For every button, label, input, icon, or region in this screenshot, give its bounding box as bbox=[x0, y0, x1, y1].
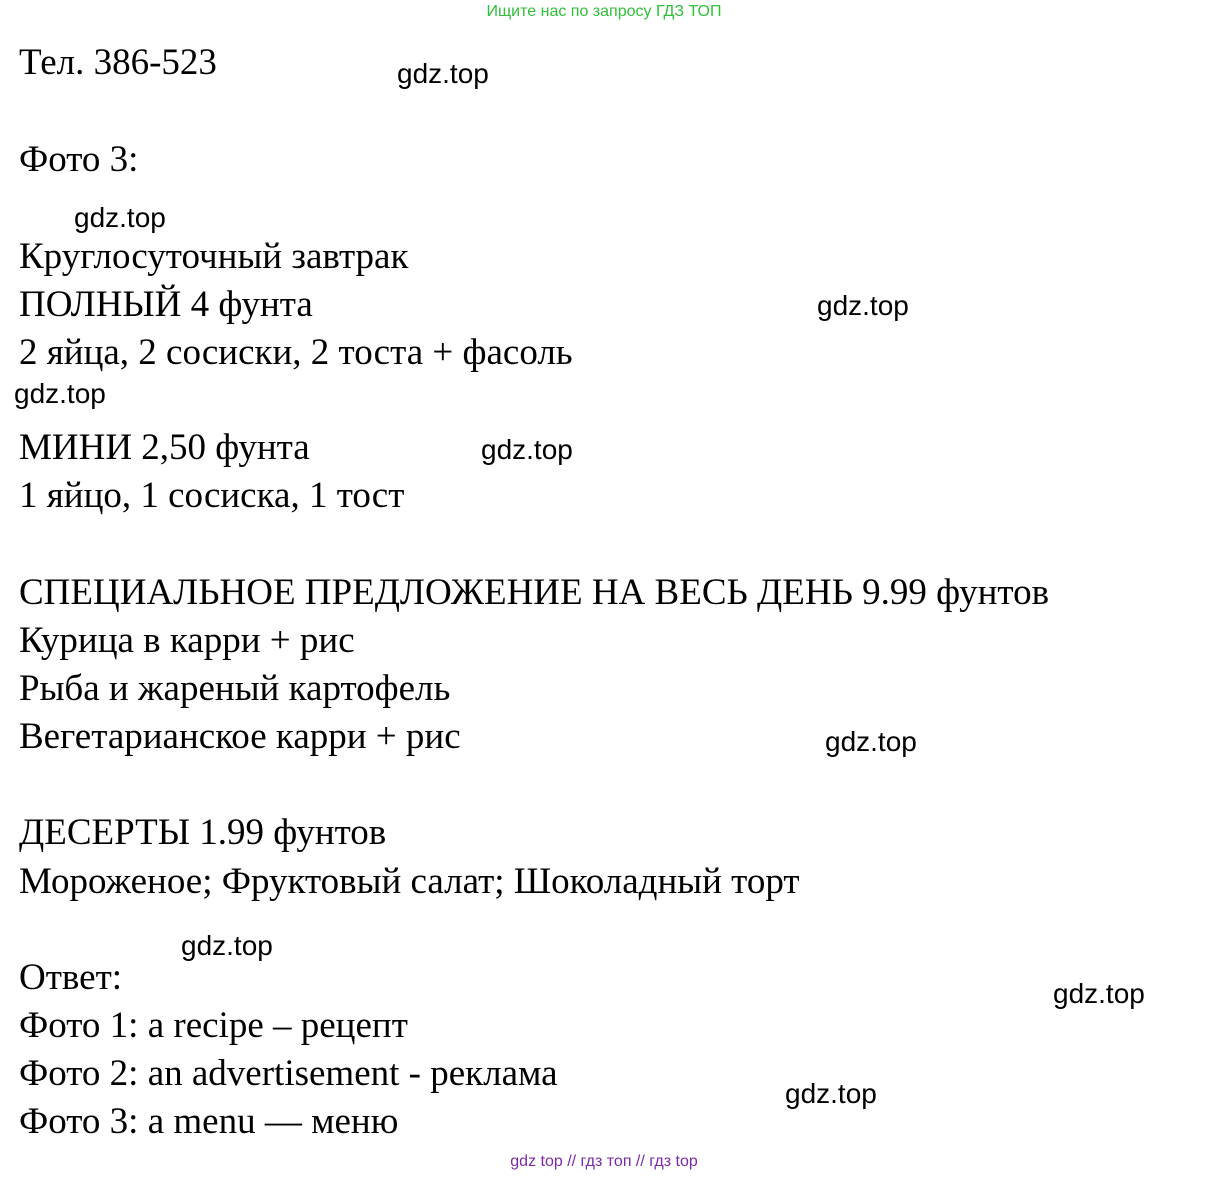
answer-line: Фото 1: a recipe – рецепт bbox=[19, 1005, 408, 1046]
mini-breakfast-items: 1 яйцо, 1 сосиска, 1 тост bbox=[19, 475, 405, 516]
desserts-title: ДЕСЕРТЫ 1.99 фунтов bbox=[19, 812, 387, 853]
watermark: gdz.top bbox=[14, 378, 106, 409]
watermark: gdz.top bbox=[74, 202, 166, 233]
mini-breakfast-line: МИНИ 2,50 фунта bbox=[19, 427, 310, 468]
answer-line: Фото 3: a menu — меню bbox=[19, 1101, 399, 1142]
answer-line: Фото 2: an advertisement - реклама bbox=[19, 1053, 558, 1094]
special-item: Вегетарианское карри + рис bbox=[19, 716, 461, 757]
special-item: Курица в карри + рис bbox=[19, 620, 355, 661]
watermark: gdz.top bbox=[397, 58, 489, 89]
photo3-label: Фото 3: bbox=[19, 139, 139, 180]
answer-title: Ответ: bbox=[19, 957, 123, 998]
footer-links[interactable]: gdz top // гдз топ // гдз top bbox=[510, 1153, 698, 1170]
phone-line: Тел. 386-523 bbox=[19, 42, 217, 83]
watermark: gdz.top bbox=[817, 290, 909, 321]
breakfast-title: Круглосуточный завтрак bbox=[19, 236, 409, 277]
full-breakfast-items: 2 яйца, 2 сосиски, 2 тоста + фасоль bbox=[19, 332, 573, 373]
full-breakfast-line: ПОЛНЫЙ 4 фунта bbox=[19, 284, 313, 325]
watermark: gdz.top bbox=[1053, 978, 1145, 1009]
desserts-items: Мороженое; Фруктовый салат; Шоколадный торт bbox=[19, 861, 800, 902]
special-offer-title: СПЕЦИАЛЬНОЕ ПРЕДЛОЖЕНИЕ НА ВЕСЬ ДЕНЬ 9.99 фунтов bbox=[19, 572, 1050, 613]
special-item: Рыба и жареный картофель bbox=[19, 668, 451, 709]
watermark: gdz.top bbox=[481, 434, 573, 465]
watermark: gdz.top bbox=[785, 1078, 877, 1109]
watermark: gdz.top bbox=[181, 930, 273, 961]
top-banner: Ищите нас по запросу ГДЗ ТОП bbox=[486, 3, 722, 20]
watermark: gdz.top bbox=[825, 726, 917, 757]
